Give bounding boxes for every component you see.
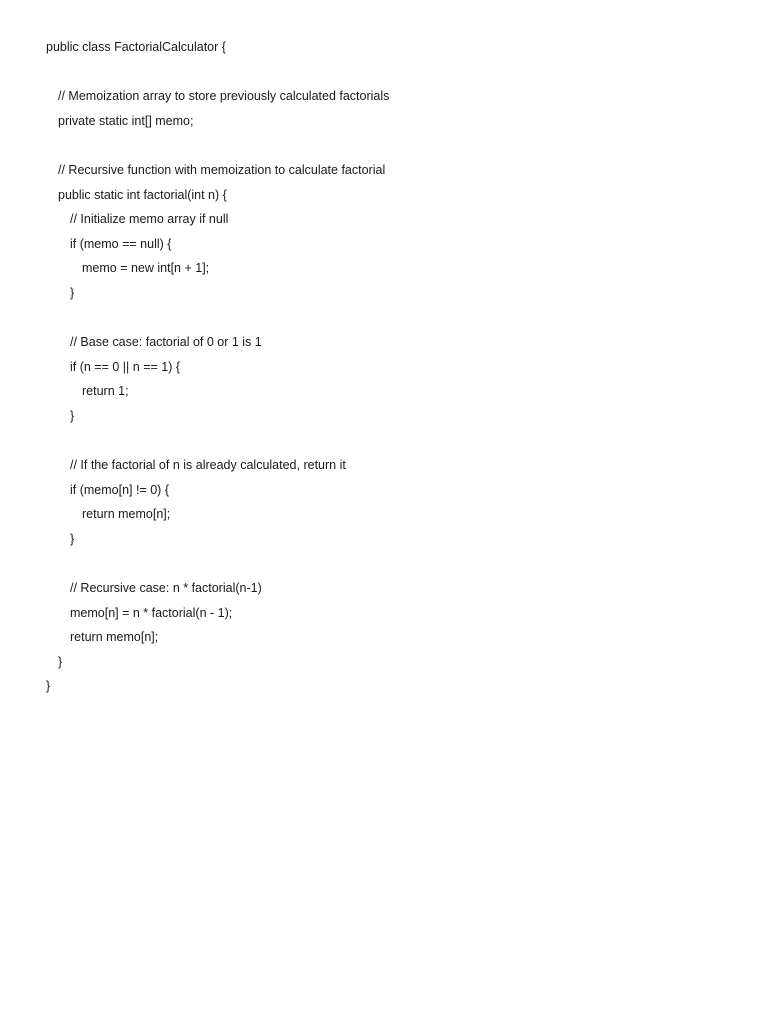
code-line: private static int[] memo; bbox=[58, 113, 194, 128]
code-line: // Recursive case: n * factorial(n-1) bbox=[70, 581, 262, 596]
code-line: // If the factorial of n is already calculated, return it bbox=[70, 458, 346, 473]
blank-line bbox=[46, 306, 746, 331]
code-block bbox=[46, 35, 746, 699]
code-line: public static int factorial(int n) { bbox=[58, 187, 227, 202]
code-line: if (memo == null) { bbox=[70, 236, 172, 251]
code-line: if (memo[n] != 0) { bbox=[70, 482, 169, 497]
code-line: } bbox=[46, 679, 51, 694]
code-line: // Initialize memo array if null bbox=[70, 212, 229, 227]
code-line: } bbox=[70, 408, 75, 423]
code-line: // Recursive function with memoization to calculate factorial bbox=[58, 162, 386, 177]
blank-line bbox=[46, 551, 746, 576]
blank-line bbox=[46, 133, 746, 158]
code-line: if (n == 0 || n == 1) { bbox=[70, 359, 181, 374]
code-line: return 1; bbox=[82, 384, 129, 399]
code-line: // Memoization array to store previously calculated factorials bbox=[58, 89, 390, 104]
code-line: memo = new int[n + 1]; bbox=[82, 261, 210, 276]
code-line: // Base case: factorial of 0 or 1 is 1 bbox=[70, 335, 262, 350]
blank-line bbox=[46, 60, 746, 85]
code-line: return memo[n]; bbox=[82, 507, 171, 522]
code-line: return memo[n]; bbox=[70, 630, 159, 645]
code-line: } bbox=[58, 654, 63, 669]
blank-line bbox=[46, 429, 746, 454]
code-line: memo[n] = n * factorial(n - 1); bbox=[70, 605, 233, 620]
code-line: } bbox=[70, 531, 75, 546]
code-line: } bbox=[70, 285, 75, 300]
code-line: public class FactorialCalculator { bbox=[46, 40, 226, 54]
